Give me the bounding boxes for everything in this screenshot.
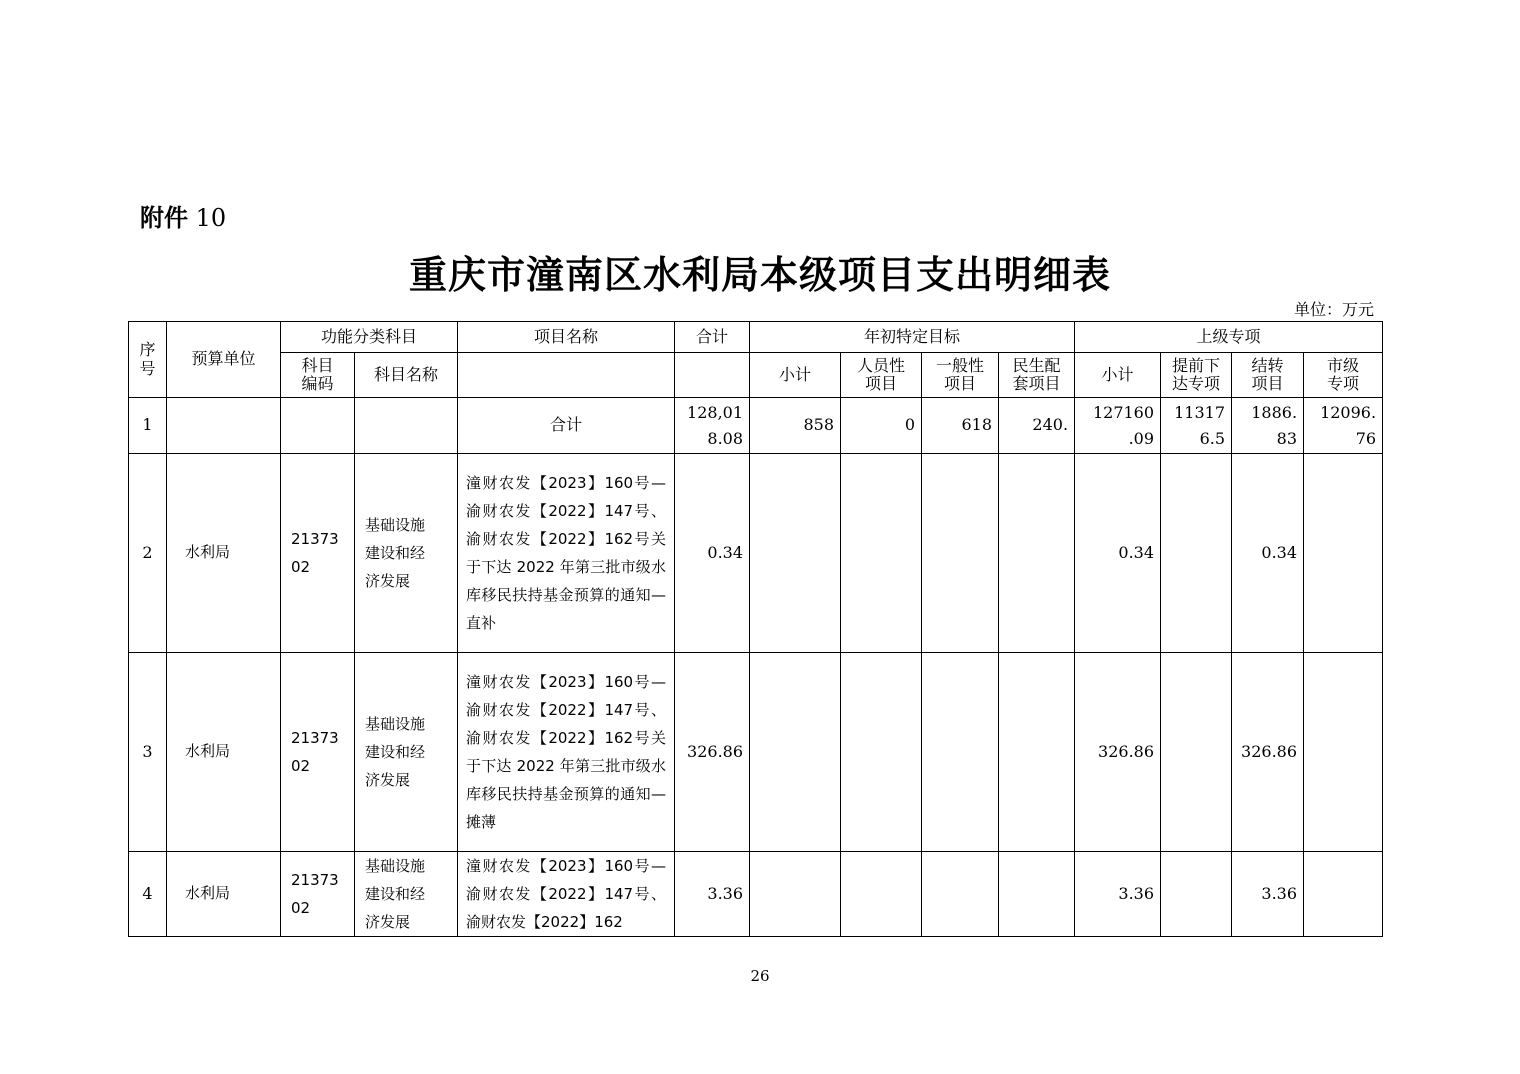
page-title: 重庆市潼南区水利局本级项目支出明细表 <box>408 252 1111 297</box>
header-superior: 上级专项 <box>1075 322 1383 353</box>
cell-superior-subtotal: 127160 .09 <box>1075 398 1161 454</box>
cell-carryover: 3.36 <box>1232 852 1304 937</box>
attachment-number: 10 <box>188 204 227 232</box>
cell-unit: 水利局 <box>167 454 281 653</box>
header-seq: 序 号 <box>129 322 167 398</box>
cell-superior-subtotal: 3.36 <box>1075 852 1161 937</box>
cell-livelihood <box>999 653 1075 852</box>
header-subject-code: 科目 编码 <box>281 353 355 398</box>
cell-livelihood <box>999 454 1075 653</box>
header-unit: 预算单位 <box>167 322 281 398</box>
cell-city <box>1304 454 1383 653</box>
cell-total: 326.86 <box>675 653 750 852</box>
cell-code: 21373 02 <box>281 454 355 653</box>
cell-superior-subtotal: 326.86 <box>1075 653 1161 852</box>
header-city: 市级 专项 <box>1304 353 1383 398</box>
header-subject-name: 科目名称 <box>355 353 458 398</box>
header-livelihood: 民生配 套项目 <box>999 353 1075 398</box>
cell-total: 3.36 <box>675 852 750 937</box>
cell-code <box>281 398 355 454</box>
cell-annual-subtotal <box>750 454 841 653</box>
header-annual-target: 年初特定目标 <box>750 322 1075 353</box>
cell-unit: 水利局 <box>167 653 281 852</box>
cell-code: 21373 02 <box>281 852 355 937</box>
page-number: 26 <box>750 967 770 985</box>
cell-annual-subtotal <box>750 852 841 937</box>
cell-personnel <box>841 852 922 937</box>
project-expenditure-table <box>128 321 1383 937</box>
cell-personnel <box>841 653 922 852</box>
cell-annual-subtotal <box>750 653 841 852</box>
header-advance: 提前下 达专项 <box>1161 353 1232 398</box>
header-row-2 <box>129 353 1383 398</box>
attachment-label <box>140 198 226 233</box>
unit-label: 单位：万元 <box>1293 300 1374 319</box>
cell-subject: 基础设施 建设和经 济发展 <box>355 653 458 852</box>
cell-personnel: 0 <box>841 398 922 454</box>
cell-project: 潼财农发【2023】160号—渝财农发【2022】147号、渝财农发【2022】162号关于下达 2022 年第三批市级水库移民扶持基金预算的通知—摊薄 <box>458 653 675 852</box>
cell-total: 128,01 8.08 <box>675 398 750 454</box>
cell-unit: 水利局 <box>167 852 281 937</box>
cell-project: 潼财农发【2023】160号—渝财农发【2022】147号、渝财农发【2022】162号关于下达 2022 年第三批市级水库移民扶持基金预算的通知—直补 <box>458 454 675 653</box>
cell-city <box>1304 852 1383 937</box>
header-func-class: 功能分类科目 <box>281 322 458 353</box>
cell-seq: 3 <box>129 653 167 852</box>
cell-personnel <box>841 454 922 653</box>
cell-subject: 基础设施 建设和经 济发展 <box>355 454 458 653</box>
cell-superior-subtotal: 0.34 <box>1075 454 1161 653</box>
cell-seq: 4 <box>129 852 167 937</box>
cell-general <box>922 454 999 653</box>
cell-unit <box>167 398 281 454</box>
cell-general <box>922 852 999 937</box>
header-superior-subtotal: 小计 <box>1075 353 1161 398</box>
header-personnel: 人员性 项目 <box>841 353 922 398</box>
cell-total: 0.34 <box>675 454 750 653</box>
header-annual-subtotal: 小计 <box>750 353 841 398</box>
cell-advance <box>1161 653 1232 852</box>
cell-city: 12096. 76 <box>1304 398 1383 454</box>
table-row <box>129 454 1383 653</box>
attachment-text: 附件 <box>140 204 188 232</box>
table-row <box>129 398 1383 454</box>
cell-subject: 基础设施 建设和经 济发展 <box>355 852 458 937</box>
header-carryover: 结转 项目 <box>1232 353 1304 398</box>
cell-carryover: 1886. 83 <box>1232 398 1304 454</box>
cell-livelihood: 240. <box>999 398 1075 454</box>
header-general: 一般性 项目 <box>922 353 999 398</box>
cell-advance <box>1161 852 1232 937</box>
cell-project: 合计 <box>458 398 675 454</box>
cell-seq: 1 <box>129 398 167 454</box>
cell-project: 潼财农发【2023】160号—渝财农发【2022】147号、渝财农发【2022】162 <box>458 852 675 937</box>
cell-annual-subtotal: 858 <box>750 398 841 454</box>
cell-livelihood <box>999 852 1075 937</box>
cell-advance: 11317 6.5 <box>1161 398 1232 454</box>
header-project-name: 项目名称 <box>458 322 675 353</box>
cell-general <box>922 653 999 852</box>
cell-seq: 2 <box>129 454 167 653</box>
cell-general: 618 <box>922 398 999 454</box>
table-row <box>129 653 1383 852</box>
cell-carryover: 326.86 <box>1232 653 1304 852</box>
header-total: 合计 <box>675 322 750 353</box>
header-project-blank <box>458 353 675 398</box>
cell-advance <box>1161 454 1232 653</box>
header-row-1 <box>129 322 1383 353</box>
header-total-blank <box>675 353 750 398</box>
table-row <box>129 852 1383 937</box>
cell-code: 21373 02 <box>281 653 355 852</box>
cell-city <box>1304 653 1383 852</box>
cell-subject <box>355 398 458 454</box>
cell-carryover: 0.34 <box>1232 454 1304 653</box>
